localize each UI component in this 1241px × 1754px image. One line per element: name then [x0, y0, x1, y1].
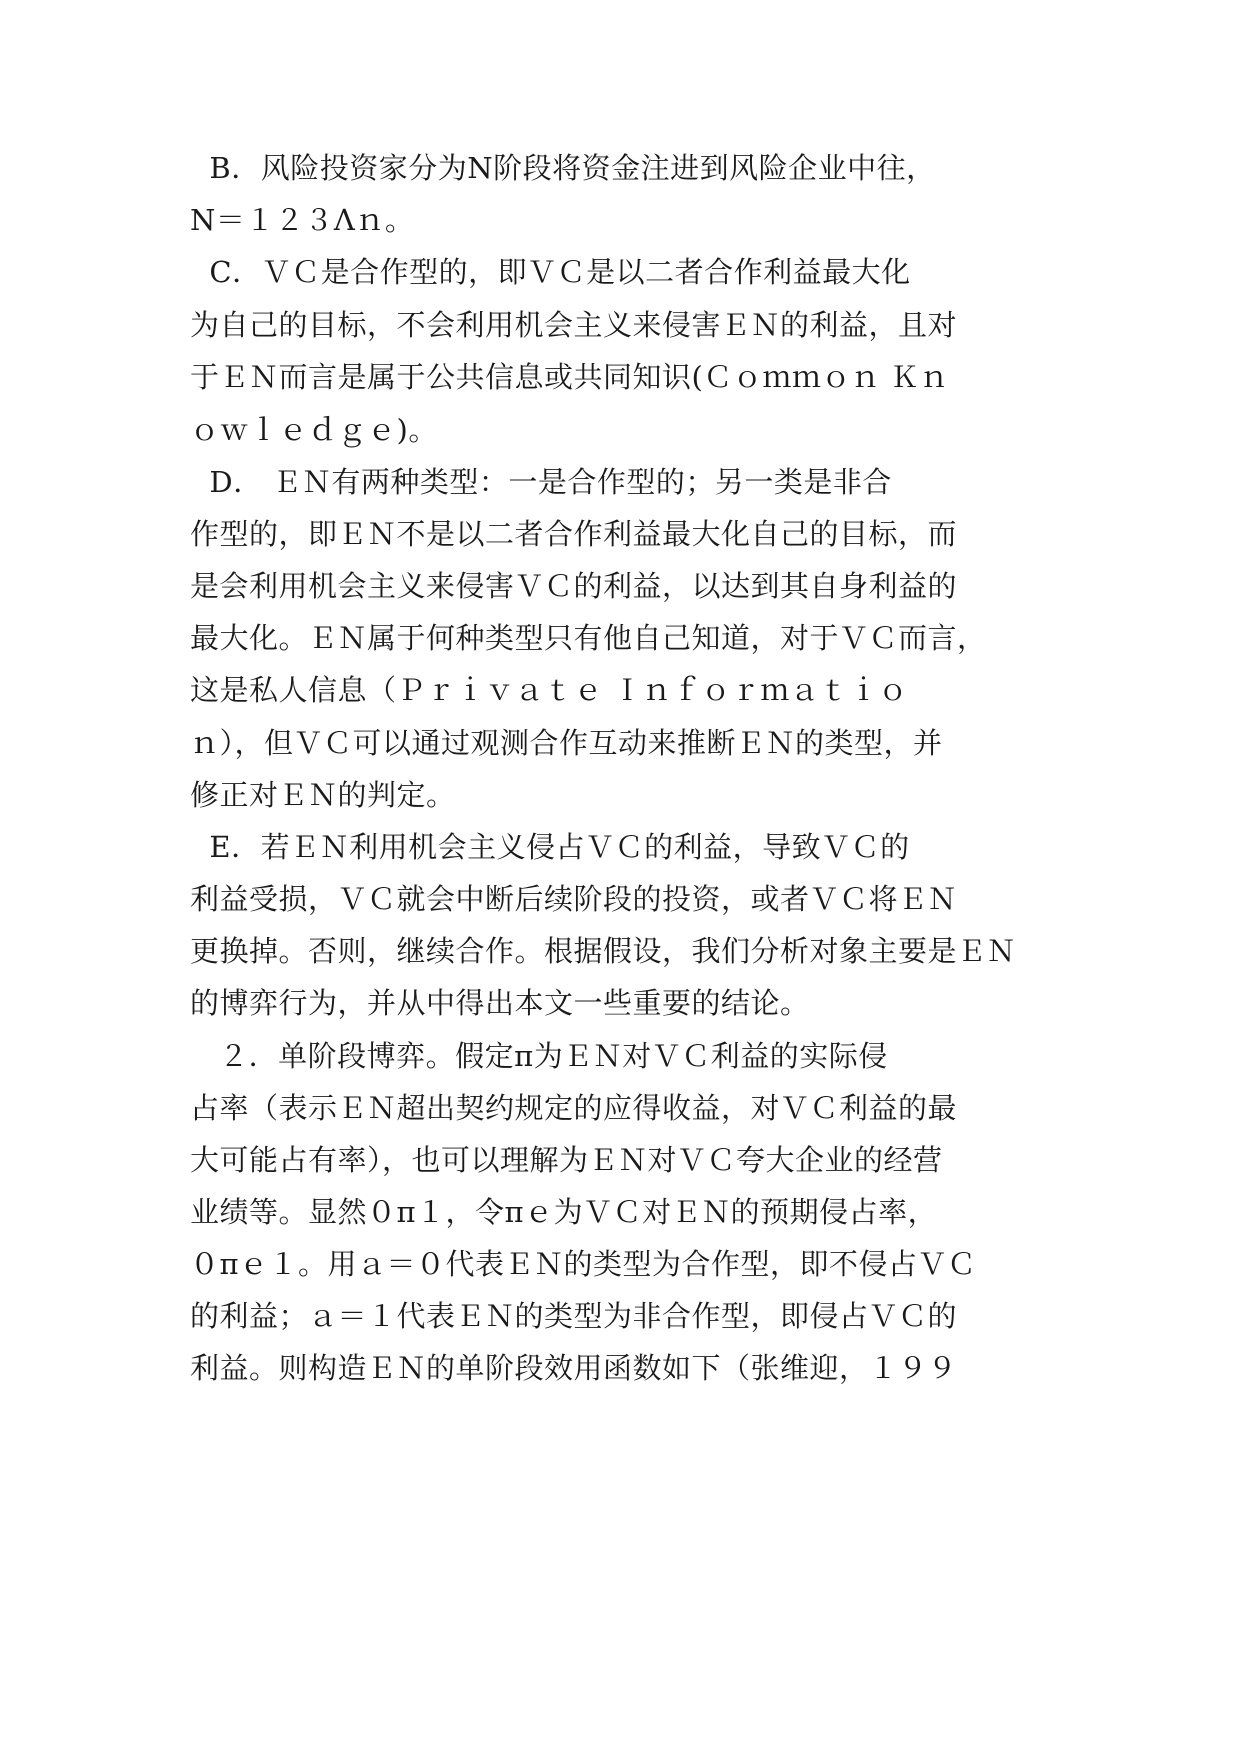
text-line: 的博弈行为，并从中得出本文一些重要的结论。: [190, 986, 810, 1020]
text-line: N＝１２３Λｎ。: [190, 203, 415, 237]
text-line: ｎ），但ＶＣ可以通过观测合作互动来推断ＥＮ的类型，并: [190, 726, 943, 760]
text-line: 是会利用机会主义来侵害ＶＣ的利益，以达到其自身利益的: [190, 569, 958, 603]
text-line: 利益。则构造ＥＮ的单阶段效用函数如下（张维迎，１９９: [190, 1351, 958, 1385]
text-line: ０πｅ１。用ａ＝０代表ＥＮ的类型为合作型，即不侵占ＶＣ: [190, 1247, 977, 1281]
text-line: D． ＥＮ有两种类型：一是合作型的；另一类是非合: [190, 465, 892, 499]
text-line: 大可能占有率），也可以理解为ＥＮ对ＶＣ夸大企业的经营: [190, 1143, 943, 1177]
text-line: B．风险投资家分为N阶段将资金注进到风险企业中往，: [190, 151, 936, 185]
text-line: 业绩等。显然０π１，令πｅ为ＶＣ对ＥＮ的预期侵占率，: [190, 1195, 938, 1229]
text-line: 这是私人信息（Ｐｒｉｖａｔｅ Ｉｎｆｏｒｍａｔｉｏ: [190, 673, 908, 707]
text-line: 最大化。ＥＮ属于何种类型只有他自己知道，对于ＶＣ而言，: [190, 621, 987, 655]
text-line: 修正对ＥＮ的判定。: [190, 778, 456, 812]
text-line: 于ＥＮ而言是属于公共信息或共同知识(Ｃｏｍｍｏｎ Ｋｎ: [190, 360, 950, 394]
text-line: E．若ＥＮ利用机会主义侵占ＶＣ的利益，导致ＶＣ的: [190, 830, 910, 864]
text-line: 更换掉。否则，继续合作。根据假设，我们分析对象主要是ＥＮ: [190, 934, 1017, 968]
text-line: 为自己的目标，不会利用机会主义来侵害ＥＮ的利益，且对: [190, 308, 958, 342]
text-line: 作型的，即ＥＮ不是以二者合作利益最大化自己的目标，而: [190, 517, 958, 551]
text-line: 占率（表示ＥＮ超出契约规定的应得收益，对ＶＣ利益的最: [190, 1091, 958, 1125]
text-line: ｏｗｌｅｄｇｅ)。: [190, 413, 438, 447]
text-line: 的利益；ａ＝１代表ＥＮ的类型为非合作型，即侵占ＶＣ的: [190, 1299, 958, 1333]
text-line: 利益受损，ＶＣ就会中断后续阶段的投资，或者ＶＣ将ＥＮ: [190, 882, 958, 916]
text-line: C．ＶＣ是合作型的，即ＶＣ是以二者合作利益最大化: [190, 255, 911, 289]
text-line: ２．单阶段博弈。假定π为ＥＮ对ＶＣ利益的实际侵: [190, 1039, 888, 1073]
